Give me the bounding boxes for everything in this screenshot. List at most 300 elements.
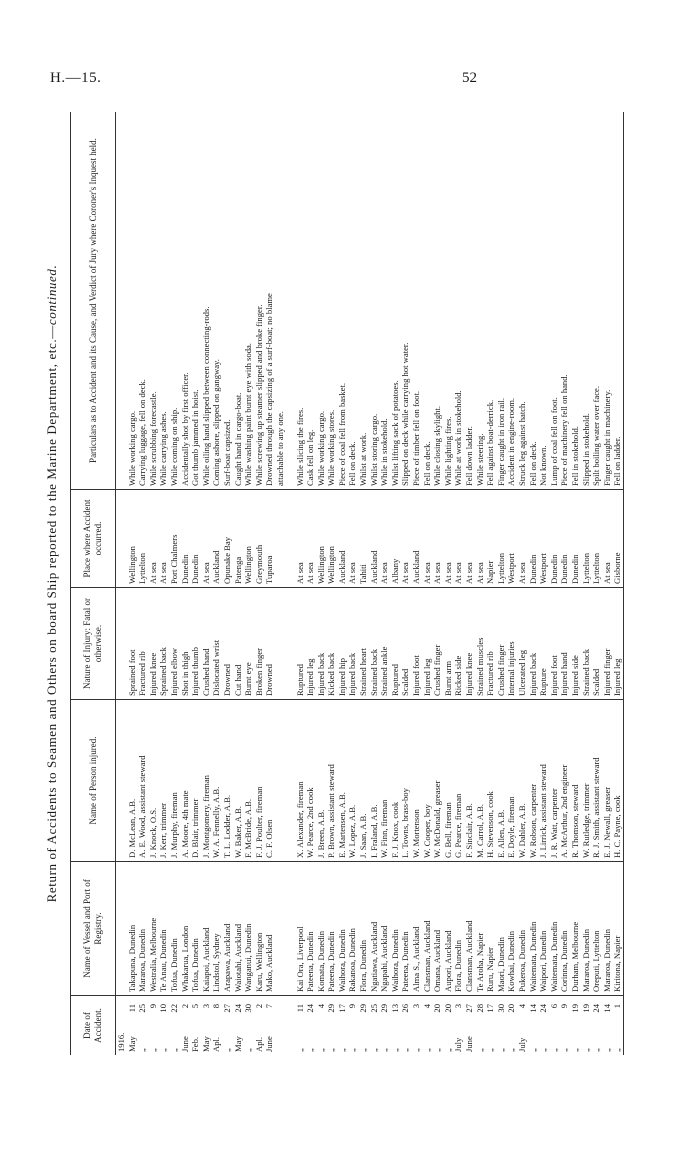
section-gap xyxy=(286,112,295,1055)
empty-cell xyxy=(116,587,127,699)
date-month: June xyxy=(264,1036,275,1052)
table-row xyxy=(137,112,148,1055)
particulars-cell: Piece of coal fell from basket. xyxy=(336,382,347,486)
place-cell: Greymouth xyxy=(254,489,265,587)
person-cell: J. R. Watt, carpenter xyxy=(549,699,560,861)
table-row xyxy=(211,112,222,1055)
date-cell xyxy=(158,995,169,1055)
injury-cell: Internal injuries xyxy=(506,587,517,699)
injury-cell: Injured back xyxy=(528,587,539,699)
date-day: 14 xyxy=(601,1004,612,1013)
date-day: 11 xyxy=(294,1004,305,1013)
date-month: Apl. xyxy=(253,1036,264,1052)
date-cell xyxy=(233,995,244,1055)
vessel-cell: Pateena, Dunedin xyxy=(305,861,316,995)
place-cell: Dunedin xyxy=(570,489,581,587)
vessel-cell: Waihora, Dunedin xyxy=(337,861,348,995)
particulars-cell: Got thumb jammed in hoist. xyxy=(190,389,201,486)
injury-cell: Cut hand xyxy=(233,587,244,699)
date-month: „ xyxy=(400,1048,411,1052)
date-month: May xyxy=(200,1036,211,1052)
vessel-cell: Oreputi, Lyttelton xyxy=(591,861,602,995)
vessel-cell: Kai Ora, Liverpool xyxy=(295,861,306,995)
date-month: „ xyxy=(137,1048,148,1052)
table-row xyxy=(127,112,138,1055)
vessel-cell: Mako, Auckland xyxy=(264,861,275,995)
vessel-cell: Flora, Dunedin xyxy=(453,861,464,995)
date-cell xyxy=(475,995,486,1055)
date-day: 11 xyxy=(126,1004,137,1013)
date-day: 19 xyxy=(569,1004,580,1013)
vessel-cell: Omana, Auckland xyxy=(432,861,443,995)
date-month: June xyxy=(464,1036,474,1052)
date-day: 9 xyxy=(347,1004,358,1009)
particulars-cell: Slipped on deck while carrying hot water. xyxy=(400,342,411,486)
vessel-cell xyxy=(275,861,286,995)
date-day: 4 xyxy=(315,1004,326,1009)
person-cell: G. Bell, fireman xyxy=(443,699,454,861)
person-cell: R. J. Smith, assistant steward xyxy=(591,699,602,861)
date-cell xyxy=(570,995,581,1055)
date-day: 17 xyxy=(485,1004,496,1013)
particulars-cell: Coming ashore, slipped on gangway. xyxy=(211,359,222,486)
place-cell: Opunake Bay xyxy=(222,489,233,587)
person-cell: E. Doyle, fireman xyxy=(506,699,517,861)
vessel-cell: Waitemata, Dunedin xyxy=(528,861,539,995)
person-cell: R. Thomson, steward xyxy=(570,699,581,861)
date-day: 24 xyxy=(538,1004,549,1013)
date-month: „ xyxy=(442,1048,453,1052)
table-row xyxy=(275,112,286,1055)
person-cell: L. Towns, brass-boy xyxy=(400,699,411,861)
particulars-cell: While closing skylight. xyxy=(432,406,443,486)
year-row xyxy=(116,112,127,1055)
table-row xyxy=(390,112,401,1055)
injury-cell: Ruptured xyxy=(390,587,401,699)
injury-cell: Strained muscles xyxy=(475,587,486,699)
injury-cell: Injured back xyxy=(316,587,327,699)
date-cell xyxy=(369,995,380,1055)
particulars-cell: Finger caught in iron rail. xyxy=(495,397,506,486)
place-cell: Auckland xyxy=(211,489,222,587)
empty-cell xyxy=(116,861,127,995)
injury-cell: Shot in thigh xyxy=(180,587,191,699)
date-cell xyxy=(379,995,390,1055)
particulars-cell: Fell on ladder. xyxy=(612,436,623,486)
injury-cell: Injured foot xyxy=(549,587,560,699)
table-row xyxy=(570,112,581,1055)
table-row xyxy=(316,112,327,1055)
place-cell: At sea xyxy=(158,489,169,587)
place-cell: At sea xyxy=(201,489,212,587)
injury-cell: Crushed finger xyxy=(496,587,507,699)
place-cell: Dunedin xyxy=(528,489,539,587)
injury-cell: Injured side xyxy=(570,587,581,699)
particulars-cell: While oiling hand slipped between connecting-rods. xyxy=(200,306,211,486)
date-day: 29 xyxy=(326,1004,337,1013)
table-row xyxy=(411,112,422,1055)
injury-cell: Scalded xyxy=(400,587,411,699)
particulars-cell: While working cargo. xyxy=(315,410,326,486)
col-place-header: Place where Accident occurred. xyxy=(71,489,115,587)
place-cell: At sea xyxy=(517,489,528,587)
date-month: „ xyxy=(612,1048,623,1052)
injury-cell: Injured leg xyxy=(612,587,623,699)
date-cell xyxy=(538,995,549,1055)
person-cell: P. Brown, assistant steward xyxy=(326,699,337,861)
person-cell: W. A. Fennelly, A.B. xyxy=(211,699,222,861)
col-vessel-header: Name of Vessel and Port of Registry. xyxy=(71,861,115,995)
date-day: 30 xyxy=(243,1004,254,1013)
date-day: 7 xyxy=(264,1004,275,1009)
injury-cell: Strained back xyxy=(369,587,380,699)
date-cell xyxy=(496,995,507,1055)
particulars-cell: While working stores. xyxy=(326,409,337,486)
date-day: 4 xyxy=(421,1004,432,1009)
particulars-cell: Piece of machinery fell on hand. xyxy=(559,374,570,486)
particulars-cell: Fell down ladder. xyxy=(464,426,474,486)
particulars-cell: While screwing up steamer slipped and broke finger. xyxy=(253,304,264,486)
place-cell: Wellington xyxy=(316,489,327,587)
date-month: July xyxy=(516,1037,527,1052)
date-month: „ xyxy=(421,1048,432,1052)
person-cell xyxy=(275,699,286,861)
person-cell: A. Moore, 4th mate xyxy=(180,699,191,861)
date-day: 8 xyxy=(211,1004,222,1009)
injury-cell: Injured leg xyxy=(422,587,433,699)
injury-cell: Ulcerated leg xyxy=(517,587,528,699)
date-cell xyxy=(506,995,517,1055)
person-cell: M. Carrol, A.B. xyxy=(475,699,486,861)
date-day: 4 xyxy=(516,1004,527,1009)
injury-cell: Burnt arm xyxy=(443,587,454,699)
date-day: 14 xyxy=(527,1004,538,1013)
table-row xyxy=(190,112,201,1055)
date-month: „ xyxy=(485,1048,496,1052)
particulars-cell: While scrubbing forecastle. xyxy=(147,391,158,486)
date-cell xyxy=(254,995,265,1055)
date-day: 2 xyxy=(253,1004,264,1009)
table-row xyxy=(581,112,592,1055)
vessel-cell: Waihora, Dunedin xyxy=(390,861,401,995)
injury-cell: Injured hip xyxy=(337,587,348,699)
particulars-cell: attachable to any one. xyxy=(274,411,285,486)
date-month: „ xyxy=(580,1048,591,1052)
place-cell: Lyttelton xyxy=(137,489,148,587)
table-row xyxy=(496,112,507,1055)
date-month: „ xyxy=(315,1048,326,1052)
date-day: 27 xyxy=(464,1004,474,1013)
date-day: 20 xyxy=(442,1004,453,1013)
date-cell xyxy=(201,995,212,1055)
injury-cell: Strained heart xyxy=(358,587,369,699)
place-cell: At sea xyxy=(443,489,454,587)
person-cell: F. J. Poulter, fireman xyxy=(254,699,265,861)
date-day: 10 xyxy=(158,1004,169,1013)
table-row xyxy=(264,112,275,1055)
place-cell: Tahiti xyxy=(358,489,369,587)
date-month xyxy=(275,1026,286,1052)
place-cell: At sea xyxy=(148,489,159,587)
date-day: 28 xyxy=(474,1004,485,1013)
date-day: 6 xyxy=(548,1004,559,1009)
date-cell xyxy=(400,995,411,1055)
date-day: 3 xyxy=(453,1004,464,1009)
place-cell: Albany xyxy=(390,489,401,587)
injury-cell: Injured back xyxy=(347,587,358,699)
empty-cell xyxy=(116,489,127,587)
date-cell xyxy=(411,995,422,1055)
particulars-cell: While carrying ashes. xyxy=(158,411,169,486)
person-cell: T. L. Lodder, A.B. xyxy=(222,699,233,861)
place-cell: Wellington xyxy=(243,489,254,587)
person-cell: A. McArthur, 2nd engineer xyxy=(559,699,570,861)
table-row xyxy=(180,112,191,1055)
date-month: „ xyxy=(506,1048,517,1052)
date-day: 22 xyxy=(168,1004,179,1013)
date-day: 27 xyxy=(221,1004,232,1013)
date-day xyxy=(275,1004,286,1026)
person-cell: J. Kerr, trimmer xyxy=(158,699,169,861)
table-row xyxy=(506,112,517,1055)
injury-cell: Injured foot xyxy=(411,587,422,699)
vessel-cell: Tofua, Dunedin xyxy=(190,861,201,995)
particulars-cell: Whilst at work. xyxy=(358,432,369,486)
person-cell: W. Mortenson xyxy=(411,699,422,861)
particulars-cell: While steering. xyxy=(474,433,485,486)
page-reference: H.—15. xyxy=(50,70,102,86)
vessel-cell: Waiotahi, Auckland xyxy=(233,861,244,995)
date-day: 25 xyxy=(137,1004,148,1013)
vessel-cell: Karu, Wellington xyxy=(254,861,265,995)
date-day: 3 xyxy=(200,1004,211,1009)
place-cell: Dunedin xyxy=(190,489,201,587)
vessel-cell: Waitemata, Dunedin xyxy=(549,861,560,995)
person-cell: F. Sinclair, A.B. xyxy=(464,699,475,861)
table-row xyxy=(453,112,464,1055)
date-month: May xyxy=(232,1036,243,1052)
date-cell xyxy=(190,995,201,1055)
place-cell: Wellington xyxy=(127,489,138,587)
date-cell xyxy=(485,995,496,1055)
person-cell: W. Dahler, A.B. xyxy=(517,699,528,861)
vessel-cell: Te Anau, Dunedin xyxy=(158,861,169,995)
vessel-cell: Westralia, Melbourne xyxy=(148,861,159,995)
vessel-cell: Kaiapoi, Auckland xyxy=(201,861,212,995)
person-cell: W. Pearce, 2nd cook xyxy=(305,699,316,861)
person-cell: W. Finn, fireman xyxy=(379,699,390,861)
particulars-cell: Surf-boat capsized. xyxy=(221,419,232,486)
date-cell xyxy=(602,995,613,1055)
table-row xyxy=(485,112,496,1055)
injury-cell: Sprained foot xyxy=(127,587,138,699)
place-cell: Westport xyxy=(538,489,549,587)
date-month: July xyxy=(453,1037,464,1052)
particulars-cell: While slicing the fires. xyxy=(294,407,305,486)
place-cell: At sea xyxy=(475,489,486,587)
place-cell: At sea xyxy=(602,489,613,587)
date-cell xyxy=(148,995,159,1055)
person-cell: J. Saan, A.B. xyxy=(358,699,369,861)
injury-cell: Burnt eye xyxy=(243,587,254,699)
col-injury-header: Nature of Injury: Fatal or otherwise. xyxy=(71,587,115,699)
injury-cell: Ruptured xyxy=(295,587,306,699)
injury-cell: Injured knee xyxy=(464,587,475,699)
person-cell: J. Lirrick, assistant steward xyxy=(538,699,549,861)
table-row xyxy=(295,112,306,1055)
date-cell xyxy=(422,995,433,1055)
injury-cell: Drowned xyxy=(222,587,233,699)
place-cell: At sea xyxy=(347,489,358,587)
date-month: „ xyxy=(432,1048,443,1052)
table-row xyxy=(347,112,358,1055)
date-month: „ xyxy=(368,1048,379,1052)
place-cell: Westport xyxy=(506,489,517,587)
table-row xyxy=(158,112,169,1055)
particulars-cell: While coming on ship. xyxy=(168,407,179,486)
vessel-cell: Pateena, Dunedin xyxy=(326,861,337,995)
date-cell xyxy=(443,995,454,1055)
date-day: 26 xyxy=(400,1004,411,1013)
table-row xyxy=(337,112,348,1055)
col-particulars-header: Particulars as to Accident and its Cause, and Verdict of Jury where Coroner's Inquest held. xyxy=(87,138,98,463)
person-cell: E. Allen, A.B. xyxy=(496,699,507,861)
date-cell xyxy=(211,995,222,1055)
particulars-cell: Slipped in stokehold. xyxy=(580,413,591,486)
empty-cell xyxy=(286,699,295,861)
person-cell: W. Rutledge, trimmer xyxy=(581,699,592,861)
person-cell: J. Montgomery, fireman xyxy=(201,699,212,861)
person-cell: H. Stevenson, cook xyxy=(485,699,496,861)
date-month: „ xyxy=(168,1048,179,1052)
vessel-cell: Arapawa, Auckland xyxy=(222,861,233,995)
vessel-cell: Rakanoa, Dunedin xyxy=(347,861,358,995)
table-row xyxy=(305,112,316,1055)
person-cell: G. Pearce, fireman xyxy=(453,699,464,861)
date-month: May xyxy=(126,1036,137,1052)
table-row xyxy=(326,112,337,1055)
injury-cell: Strained back xyxy=(581,587,592,699)
vessel-cell: Tofua, Dunedin xyxy=(169,861,180,995)
date-cell xyxy=(559,995,570,1055)
particulars-cell: Piece of timber fell on foot. xyxy=(411,391,422,486)
table-row xyxy=(379,112,390,1055)
table-row xyxy=(559,112,570,1055)
person-cell: E. J. Newall, greaser xyxy=(602,699,613,861)
particulars-cell: Finger caught in machinery. xyxy=(601,389,612,486)
vessel-cell: Kiritona, Napier xyxy=(612,861,623,995)
empty-cell xyxy=(116,112,127,489)
date-day: 17 xyxy=(336,1004,347,1013)
person-cell: J. Breen, A.B. xyxy=(316,699,327,861)
particulars-cell: Fell against boat-derrick. xyxy=(485,399,496,486)
table-row xyxy=(422,112,433,1055)
vessel-cell: Ngapahi, Auckland xyxy=(379,861,390,995)
table-row xyxy=(549,112,560,1055)
date-month: „ xyxy=(474,1048,485,1052)
injury-cell: Fractured rib xyxy=(485,587,496,699)
date-cell xyxy=(137,995,148,1055)
place-cell: Dunedin xyxy=(559,489,570,587)
place-cell: Dunedin xyxy=(549,489,560,587)
vessel-cell: Lindstol, Sydney xyxy=(211,861,222,995)
person-cell: W. Cooper, boy xyxy=(422,699,433,861)
vessel-cell: Aupori, Auckland xyxy=(443,861,454,995)
table-row xyxy=(169,112,180,1055)
table-row xyxy=(538,112,549,1055)
person-cell: E. Martensen, A.B. xyxy=(337,699,348,861)
date-day: 30 xyxy=(495,1004,506,1013)
injury-cell: Injured thumb xyxy=(190,587,201,699)
person-cell: W. Robson, carpenter xyxy=(528,699,539,861)
person-cell: H. C. Payne, cook xyxy=(612,699,623,861)
person-cell: X. Alexander, fireman xyxy=(295,699,306,861)
place-cell: Auckland xyxy=(337,489,348,587)
injury-cell: Broken finger xyxy=(254,587,265,699)
place-cell: At sea xyxy=(305,489,316,587)
date-day: 20 xyxy=(432,1004,443,1013)
date-month: „ xyxy=(158,1048,169,1052)
date-month: Feb. xyxy=(190,1036,201,1052)
place-cell: Patenga xyxy=(233,489,244,587)
particulars-cell: Fell in stokehold. xyxy=(569,426,580,486)
table-row xyxy=(591,112,602,1055)
injury-cell: Drowned xyxy=(264,587,275,699)
place-cell: Auckland xyxy=(369,489,380,587)
injury-cell: Kicked back xyxy=(326,587,337,699)
table-row xyxy=(243,112,254,1055)
vessel-cell: Flora, Dunedin xyxy=(358,861,369,995)
place-cell: Lyttelton xyxy=(591,489,602,587)
date-cell xyxy=(180,995,191,1055)
date-cell xyxy=(390,995,401,1055)
particulars-cell: While at work in stokehold. xyxy=(453,390,464,486)
place-cell: At sea xyxy=(432,489,443,587)
date-month: „ xyxy=(411,1048,422,1052)
date-month: „ xyxy=(221,1048,232,1052)
date-cell xyxy=(581,995,592,1055)
date-month: „ xyxy=(601,1048,612,1052)
injury-cell: Ricked side xyxy=(453,587,464,699)
date-cell xyxy=(326,995,337,1055)
vessel-cell: Clansman, Auckland xyxy=(422,861,433,995)
particulars-cell: Fell on deck. xyxy=(527,441,538,486)
date-cell xyxy=(591,995,602,1055)
date-month: „ xyxy=(527,1048,538,1052)
vessel-cell: Durham, Melbourne xyxy=(570,861,581,995)
table-row xyxy=(464,112,475,1055)
date-day: 2 xyxy=(179,1004,190,1009)
vessel-cell: Pateena, Dunedin xyxy=(400,861,411,995)
particulars-cell: While in stokehold. xyxy=(379,418,390,486)
person-cell: C. F. Olsen xyxy=(264,699,275,861)
date-day: 24 xyxy=(305,1004,316,1013)
empty-cell xyxy=(286,861,295,995)
page-header xyxy=(0,70,700,92)
table-row xyxy=(432,112,443,1055)
particulars-cell: Spilt boiling water over face. xyxy=(591,386,602,486)
injury-cell: Fractured rib xyxy=(137,587,148,699)
date-cell xyxy=(464,995,475,1055)
vessel-cell: Maori, Dunedin xyxy=(496,861,507,995)
date-month: „ xyxy=(389,1048,400,1052)
place-cell: At sea xyxy=(379,489,390,587)
vessel-cell: Whakarua, London xyxy=(180,861,191,995)
date-cell xyxy=(347,995,358,1055)
person-cell: A. E. Wood, assistant steward xyxy=(137,699,148,861)
date-month: Apl. xyxy=(211,1036,222,1052)
particulars-cell: While working cargo. xyxy=(126,410,137,486)
